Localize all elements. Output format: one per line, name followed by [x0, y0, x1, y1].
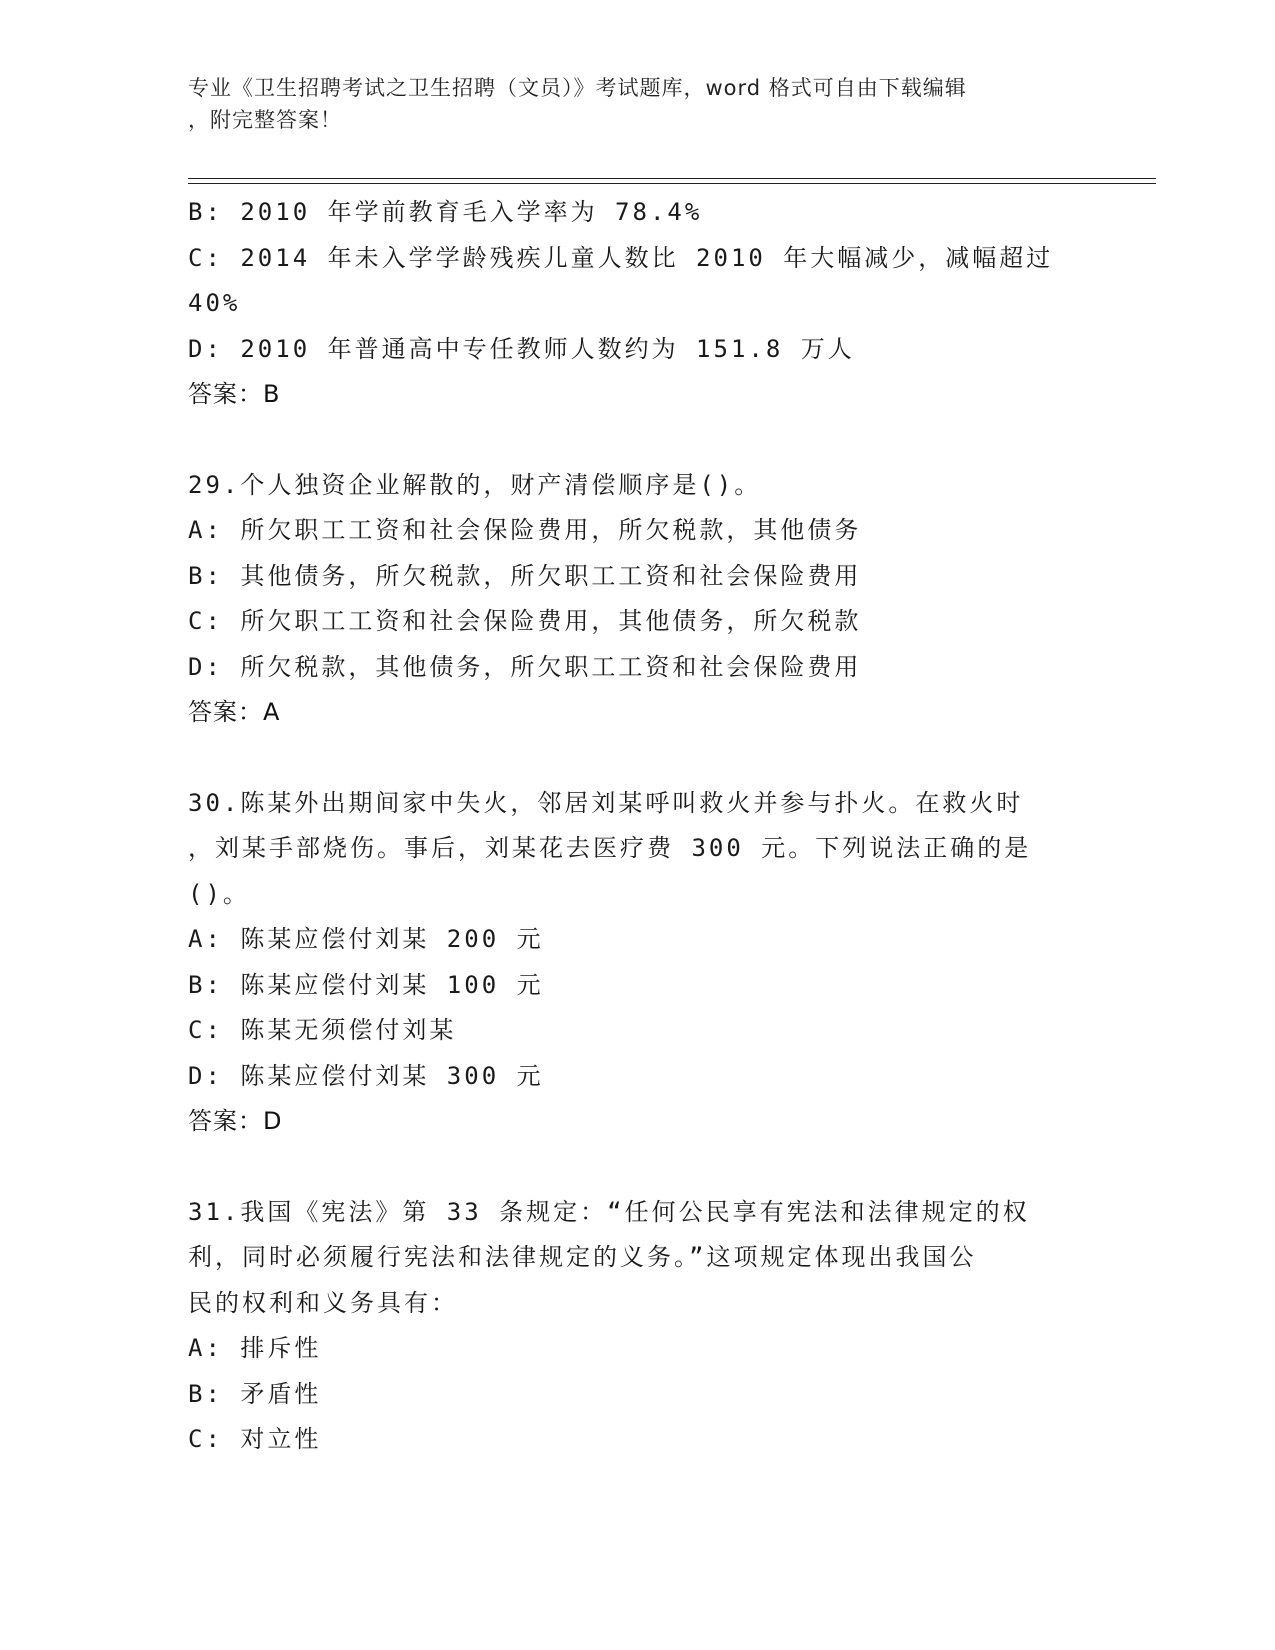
header-rule-top [188, 178, 1156, 179]
option-c: C: 所欠职工工资和社会保险费用，其他债务，所欠税款 [188, 607, 862, 635]
option-c: C: 陈某无须偿付刘某 [188, 1016, 457, 1044]
spacer [188, 418, 1088, 463]
option-c: C: 对立性 [188, 1425, 322, 1453]
option-c-line-2: 40% [188, 289, 241, 317]
header-rule-bottom [188, 183, 1156, 184]
question-stem-line-3: 民的权利和义务具有： [188, 1288, 458, 1317]
question-stem-line-2: ，刘某手部烧伤。事后，刘某花去医疗费 300 元。下列说法正确的是 [188, 834, 1032, 862]
question-28 [188, 190, 1088, 418]
question-stem: 29.个人独资企业解散的，财产清偿顺序是()。 [188, 470, 762, 499]
option-a: A: 所欠职工工资和社会保险费用，所欠税款，其他债务 [188, 516, 862, 544]
option-b: B: 陈某应偿付刘某 100 元 [188, 970, 544, 999]
header-line-1: 专业《卫生招聘考试之卫生招聘（文员）》考试题库，word 格式可自由下载编辑 [188, 76, 967, 100]
question-stem-line-1: 31.我国《宪法》第 33 条规定：“任何公民享有宪法和法律规定的权 [188, 1197, 1030, 1226]
option-d: D: 所欠税款，其他债务，所欠职工工资和社会保险费用 [188, 652, 862, 681]
page-header [188, 72, 1088, 136]
question-content [188, 190, 1088, 1463]
spacer [188, 736, 1088, 781]
question-31 [188, 1190, 1088, 1463]
question-stem-line-2: 利，同时必须履行宪法和法律规定的义务。”这项规定体现出我国公 [188, 1243, 977, 1271]
header-line-2: ，附完整答案！ [188, 108, 342, 132]
answer: 答案：B [188, 380, 281, 408]
question-stem-line-1: 30.陈某外出期间家中失火，邻居刘某呼叫救火并参与扑火。在救火时 [188, 788, 1024, 817]
option-c-line-1: C: 2014 年未入学学龄残疾儿童人数比 2010 年大幅减少，减幅超过 [188, 243, 1054, 272]
question-29 [188, 463, 1088, 736]
answer: 答案：A [188, 698, 281, 726]
option-b: B: 2010 年学前教育毛入学率为 78.4% [188, 198, 703, 226]
option-b: B: 其他债务，所欠税款，所欠职工工资和社会保险费用 [188, 561, 862, 590]
option-a: A: 陈某应偿付刘某 200 元 [188, 925, 544, 953]
spacer [188, 1145, 1088, 1190]
option-a: A: 排斥性 [188, 1334, 322, 1362]
question-stem-line-3: ()。 [188, 879, 250, 908]
question-30 [188, 781, 1088, 1145]
option-d: D: 2010 年普通高中专任教师人数约为 151.8 万人 [188, 334, 855, 363]
answer: 答案：D [188, 1107, 283, 1135]
option-d: D: 陈某应偿付刘某 300 元 [188, 1061, 544, 1090]
option-b: B: 矛盾性 [188, 1379, 322, 1408]
